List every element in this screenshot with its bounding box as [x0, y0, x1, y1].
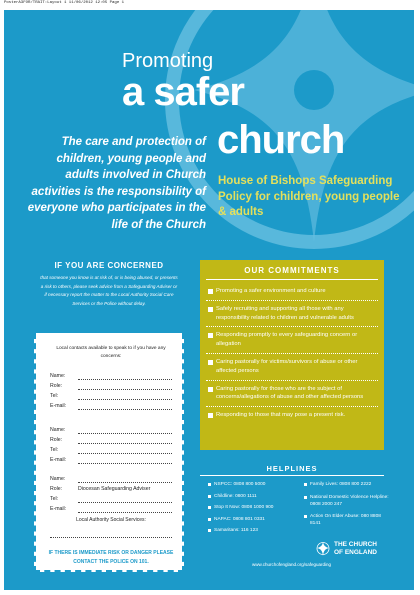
square-bullet-icon [208, 413, 213, 418]
local-contacts-box [34, 333, 184, 572]
contact-1-name-label: Name: [50, 373, 66, 379]
local-authority-line[interactable] [50, 537, 172, 538]
commitment-item [206, 354, 378, 381]
contacts-intro: Local contacts available to speak to if you have any concerns: [56, 346, 166, 359]
helpline-left-0: NSPCC: 0808 800 5000 [214, 481, 304, 488]
helpline-left-3: NAPAC: 0808 801 0331 [214, 516, 304, 523]
square-bullet-icon [208, 518, 211, 521]
brand-line-1: THE CHURCH [334, 541, 377, 548]
helplines-divider [200, 475, 384, 476]
square-bullet-icon [208, 506, 211, 509]
square-bullet-icon [208, 307, 213, 312]
concern-body: that someone you know is at risk of, or is being abused, or presents a risk to others, please seek advice from a Safeguarding Adviser or if necessary report the matter to the Local Authority Social Care Services or the Police without delay. [34, 273, 184, 333]
square-bullet-icon [304, 496, 307, 499]
contact-3-tel-label: Tel: [50, 496, 59, 502]
contact-2-role-label: Role: [50, 437, 63, 443]
contact-1-tel-line[interactable] [78, 399, 172, 400]
helplines-title: HELPLINES [266, 464, 318, 473]
square-bullet-icon [208, 360, 213, 365]
contact-2-tel-line[interactable] [78, 453, 172, 454]
contact-2-name-line[interactable] [78, 433, 172, 434]
contact-1-email-label: E-mail: [50, 403, 67, 409]
helpline-right-2: Action On Elder Abuse: 080 8808 8141 [310, 513, 392, 527]
square-bullet-icon [304, 483, 307, 486]
contact-2-name-label: Name: [50, 427, 66, 433]
contact-3-role-label: Role: [50, 486, 63, 492]
poster [4, 10, 414, 590]
hero-church: church [217, 118, 345, 162]
contact-3-name-line[interactable] [78, 482, 172, 483]
helpline-left-4: Samaritans: 116 123 [214, 527, 304, 534]
hero-promoting: Promoting [122, 50, 214, 72]
contact-2-tel-label: Tel: [50, 447, 59, 453]
square-bullet-icon [208, 495, 211, 498]
contact-1-name-line[interactable] [78, 379, 172, 380]
contact-2-email-label: E-mail: [50, 457, 67, 463]
square-bullet-icon [208, 333, 213, 338]
commitment-text: Caring pastorally for victims/survivors of abuse or other affected persons [216, 358, 358, 374]
brand-line-2: OF ENGLAND [334, 548, 377, 556]
contact-2-email-line[interactable] [78, 463, 172, 464]
square-bullet-icon [208, 529, 211, 532]
concern-title: IF YOU ARE CONCERNED [34, 258, 184, 273]
commitment-item [206, 301, 378, 328]
square-bullet-icon [208, 483, 211, 486]
commitments-title: OUR COMMITMENTS [244, 266, 340, 275]
contact-3-name-label: Name: [50, 476, 66, 482]
square-bullet-icon [208, 289, 213, 294]
emergency-notice: IF THERE IS IMMEDIATE RISK OR DANGER PLEASE CONTACT THE POLICE ON 101. [48, 550, 174, 565]
commitments-divider [206, 279, 378, 280]
helpline-right-1: National Domestic Violence Helpline: 0808 2000 247 [310, 494, 392, 508]
commitment-text: Safely recruiting and supporting all those with any responsibility related to children and vulnerable adults [216, 305, 354, 321]
commitment-item [206, 283, 378, 301]
commitment-item [206, 407, 378, 424]
commitment-text: Responding to those that may pose a present risk. [216, 412, 346, 419]
print-info-line: PosterA3FOR/TRAIT:Layout 1 11/06/2012 12:05 Page 1 [4, 1, 125, 5]
helpline-left-1: Childline: 0800 1111 [214, 493, 304, 500]
intro-statement: The care and protection of children, young people and adults involved in Church activities is the responsibility of everyone who participates in the life of the Church [27, 136, 206, 231]
policy-title: House of Bishops Safeguarding Policy for children, young people & adults [218, 175, 400, 218]
commitment-text: Caring pastorally for those who are the subject of concerns/allegations of abuse and other affected persons [216, 385, 364, 401]
helpline-right-0: Family Lives: 0808 800 2222 [310, 481, 392, 488]
contact-1-tel-label: Tel: [50, 393, 59, 399]
contact-1-email-line[interactable] [78, 409, 172, 410]
contact-2-role-line[interactable] [78, 443, 172, 444]
safeguarding-url[interactable]: www.churchofengland.org/safeguarding [252, 562, 332, 567]
contact-3-email-label: E-mail: [50, 506, 67, 512]
commitment-text: Promoting a safer environment and culture [216, 288, 326, 294]
contact-3-tel-line[interactable] [78, 502, 172, 503]
church-of-england-logo-icon [316, 541, 330, 557]
hero-a-safer: a safer [122, 70, 244, 114]
concern-panel [34, 258, 184, 572]
commitment-item [206, 381, 378, 408]
commitment-item [206, 327, 378, 354]
helpline-left-2: Stop It Now: 0808 1000 900 [214, 504, 304, 511]
local-authority-label: Local Authority Social Services: [76, 517, 146, 523]
commitment-text: Responding promptly to every safeguarding concern or allegation [216, 332, 358, 348]
diocesan-adviser-role: Diocesan Safeguarding Adviser [78, 486, 151, 492]
hero-section [4, 10, 414, 250]
square-bullet-icon [304, 515, 307, 518]
commitments-panel [200, 260, 384, 450]
contact-1-role-line[interactable] [78, 389, 172, 390]
church-of-england-brand [334, 541, 377, 556]
contact-3-email-line[interactable] [78, 512, 172, 513]
commitments-list [206, 283, 378, 424]
square-bullet-icon [208, 387, 213, 392]
contact-1-role-label: Role: [50, 383, 63, 389]
